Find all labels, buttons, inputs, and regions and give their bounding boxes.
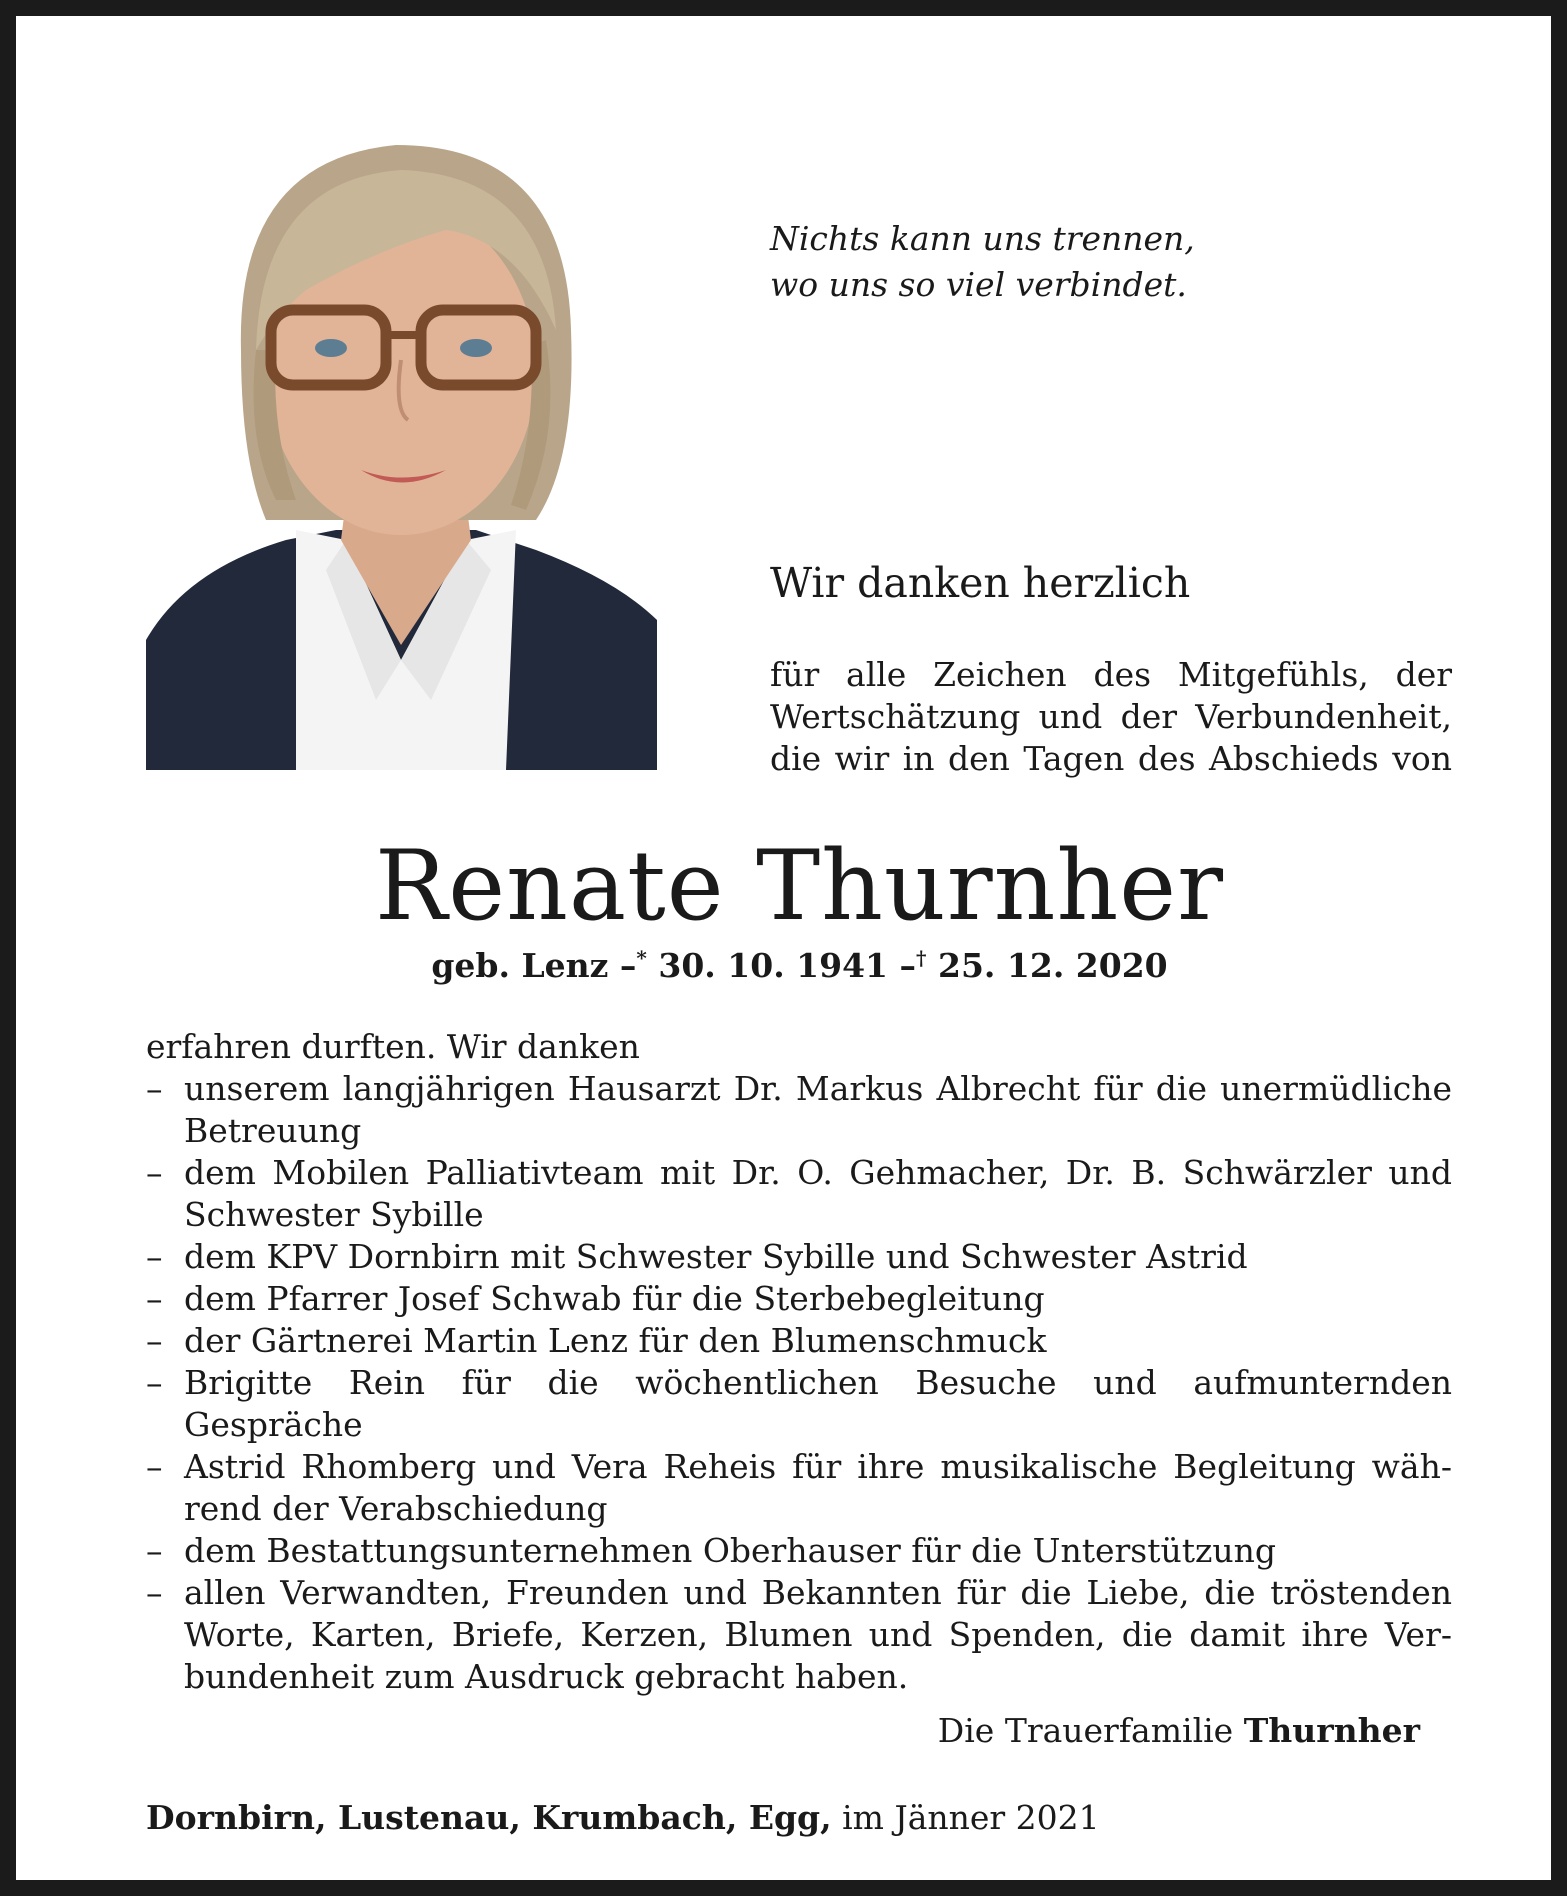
birth-date: 30. 10. 1941 [658,946,889,985]
thanks-heading: Wir danken herzlich [770,559,1191,607]
signature-family: Thurnher [1243,1711,1420,1750]
list-item: – allen Verwandten, Freunden und Bekannten für die Liebe, die tröstenden Worte, Karten, Briefe, Kerzen, Blumen und Spenden, die damit ihre Ver-bundenheit zum Ausdruck gebracht haben. [146,1572,1452,1698]
thanks-lead: erfahren durften. Wir danken [146,1027,640,1066]
signature-prefix: Die Trauerfamilie [937,1711,1234,1750]
signature [938,1711,1420,1750]
intro-line: die wir in den Tagen des Abschieds von [770,739,1452,778]
intro-paragraph [770,654,1452,780]
birth-death-line [16,946,1567,985]
list-item: – der Gärtnerei Martin Lenz für den Blumenschmuck [146,1320,1452,1362]
death-date: 25. 12. 2020 [938,946,1168,985]
date: im Jänner 2021 [842,1798,1100,1837]
portrait-illustration [146,100,657,770]
list-item: – dem Pfarrer Josef Schwab für die Sterbebegleitung [146,1278,1452,1320]
list-item: – unserem langjährigen Hausarzt Dr. Markus Albrecht für die unermüdliche Betreuung [146,1068,1452,1152]
maiden-name: geb. Lenz [431,946,609,985]
separator: – [619,946,637,985]
quote-line: wo uns so viel verbindet. [770,265,1187,304]
portrait-photo [146,100,657,770]
born-symbol: * [636,946,647,970]
thanks-list [146,1068,1452,1698]
intro-line: Wertschätzung und der Verbundenheit, [770,697,1452,736]
intro-line: für alle Zeichen des Mitgefühls, der [770,655,1452,694]
quote [770,216,1195,308]
died-symbol: † [916,946,927,970]
deceased-name: Renate Thurnher [375,830,1224,942]
list-item: – dem KPV Dornbirn mit Schwester Sybille und Schwester Astrid [146,1236,1452,1278]
list-item: – Astrid Rhomberg und Vera Reheis für ihre musikalische Begleitung wäh-rend der Verabschiedung [146,1446,1452,1530]
list-item: – Brigitte Rein für die wöchentlichen Besuche und aufmunternden Gespräche [146,1362,1452,1446]
quote-line: Nichts kann uns trennen, [770,219,1195,258]
separator: – [899,946,917,985]
thanks-body [146,1026,1452,1698]
place-date [146,1798,1100,1837]
list-item: – dem Bestattungsunternehmen Oberhauser für die Unterstützung [146,1530,1452,1572]
towns: Dornbirn, Lustenau, Krumbach, Egg, [146,1798,832,1837]
list-item: – dem Mobilen Palliativteam mit Dr. O. Gehmacher, Dr. B. Schwärzler und Schwester Sybille [146,1152,1452,1236]
